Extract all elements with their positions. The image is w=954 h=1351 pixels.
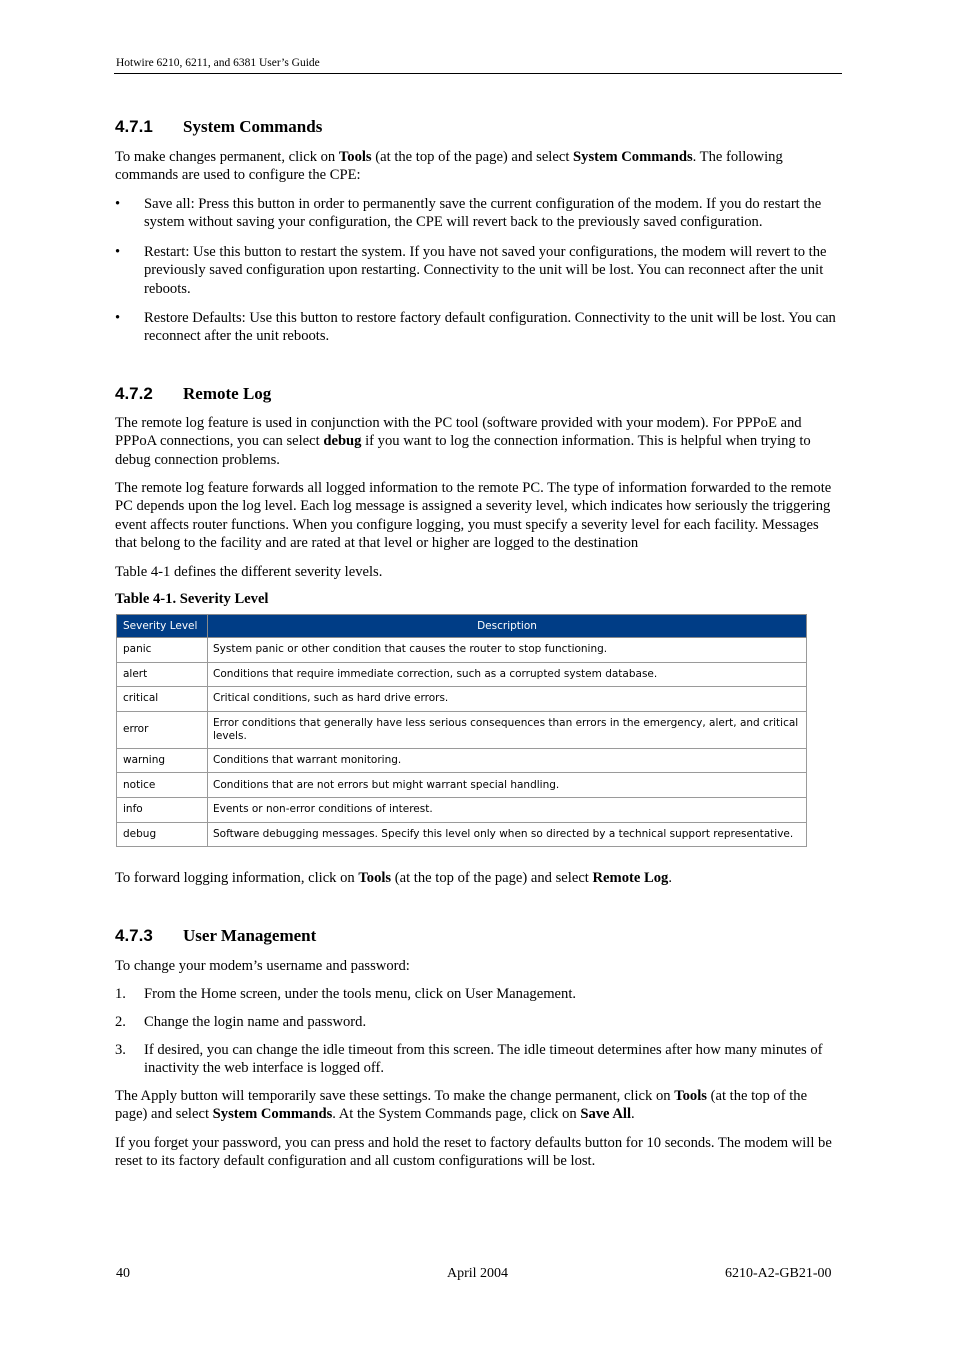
step-number: 3. [115,1042,126,1058]
step-text: From the Home screen, under the tools menu, click on User Management. [144,986,577,1002]
severity-cell: critical [117,687,208,712]
severity-cell: alert [117,662,208,687]
table-row [117,773,807,798]
footer-page-number: 40 [116,1266,130,1281]
user-management-intro: To change your modem’s username and password: [115,958,410,974]
severity-cell: panic [117,638,208,663]
bullet-mark: • [115,196,121,212]
section-number: 4.7.3 [115,926,153,945]
table-row [117,662,807,687]
description-cell: Events or non-error conditions of interest. [208,797,807,822]
table-caption: Table 4-1. Severity Level [115,591,269,607]
severity-cell: warning [117,748,208,773]
running-header: Hotwire 6210, 6211, and 6381 User’s Guide [116,57,320,69]
section-heading-user-management [115,926,316,946]
table-row [117,638,807,663]
section-number: 4.7.1 [115,117,153,136]
apply-button-paragraph: The Apply button will temporarily save these settings. To make the change permanent, click on Tools (at the top of the page) and select System Commands. At the System Commands page, click on Save All. [115,1088,808,1123]
bullet-mark: • [115,244,121,260]
severity-cell: debug [117,822,208,847]
section-title: User Management [183,926,317,945]
forgot-password-paragraph: If you forget your password, you can press and hold the reset to factory defaults button for 10 seconds. The modem will be reset to its factory default configuration and all custom configurations will be lost. [115,1135,832,1170]
bullet-text: Restore Defaults: Use this button to restore factory default configuration. Connectivity to the unit will be lost. You can reconnect after the unit reboots. [144,310,836,345]
footer-document-number: 6210-A2-GB21-00 [725,1266,832,1281]
table-row [117,822,807,847]
bullet-text: Restart: Use this button to restart the system. If you have not saved your configurations, the modem will revert to the previously saved configuration upon restarting. Connectivity to the unit will be lost. You can reconnect after the unit reboots. [144,244,827,297]
section-heading-remote-log [115,384,271,404]
remote-log-forward-paragraph: To forward logging information, click on Tools (at the top of the page) and select Remote Log. [115,870,672,886]
description-cell: Error conditions that generally have less serious consequences than errors in the emergency, alert, and critical levels. [208,711,807,748]
description-cell: Critical conditions, such as hard drive errors. [208,687,807,712]
table-header-row [117,615,807,638]
footer-date: April 2004 [447,1266,509,1281]
section-heading-system-commands [115,117,322,137]
section-title: Remote Log [183,384,272,403]
section-title: System Commands [183,117,323,136]
column-header-description: Description [208,615,807,638]
table-row [117,748,807,773]
section-number: 4.7.2 [115,384,153,403]
step-text: If desired, you can change the idle timeout from this screen. The idle timeout determines after how many minutes of inactivity the web interface is logged off. [144,1042,823,1077]
bullet-mark: • [115,310,121,326]
step-number: 2. [115,1014,126,1030]
table-row [117,797,807,822]
column-header-severity-level: Severity Level [117,615,208,638]
description-cell: Conditions that require immediate correction, such as a corrupted system database. [208,662,807,687]
system-commands-intro: To make changes permanent, click on Tools (at the top of the page) and select System Commands. The following commands are used to configure the CPE: [115,149,783,184]
description-cell: Conditions that warrant monitoring. [208,748,807,773]
table-row [117,687,807,712]
remote-log-paragraph-3: Table 4-1 defines the different severity levels. [115,564,383,580]
description-cell: System panic or other condition that causes the router to stop functioning. [208,638,807,663]
description-cell: Conditions that are not errors but might warrant special handling. [208,773,807,798]
severity-cell: error [117,711,208,748]
remote-log-paragraph-2: The remote log feature forwards all logged information to the remote PC. The type of information forwarded to the remote PC depends upon the log level. Each log message is assigned a severity level, which indicates how seriously the triggering event affects router functions. When you configure logging, you must specify a severity level for each facility. Messages that belong to the facility and are rated at that level or higher are logged to the destination [115,480,832,552]
description-cell: Software debugging messages. Specify this level only when so directed by a technical support representative. [208,822,807,847]
bullet-text: Save all: Press this button in order to permanently save the current configuration of the modem. If you do restart the system without saving your configuration, the CPE will revert back to the previously saved configuration. [144,196,822,231]
header-rule [114,73,842,74]
table-row [117,711,807,748]
severity-cell: info [117,797,208,822]
severity-cell: notice [117,773,208,798]
step-number: 1. [115,986,126,1002]
remote-log-paragraph-1: The remote log feature is used in conjunction with the PC tool (software provided with your modem). For PPPoE and PPPoA connections, you can select debug if you want to log the connection information. This is helpful when trying to debug connection problems. [115,415,811,468]
severity-level-table [116,614,807,847]
step-text: Change the login name and password. [144,1014,367,1030]
